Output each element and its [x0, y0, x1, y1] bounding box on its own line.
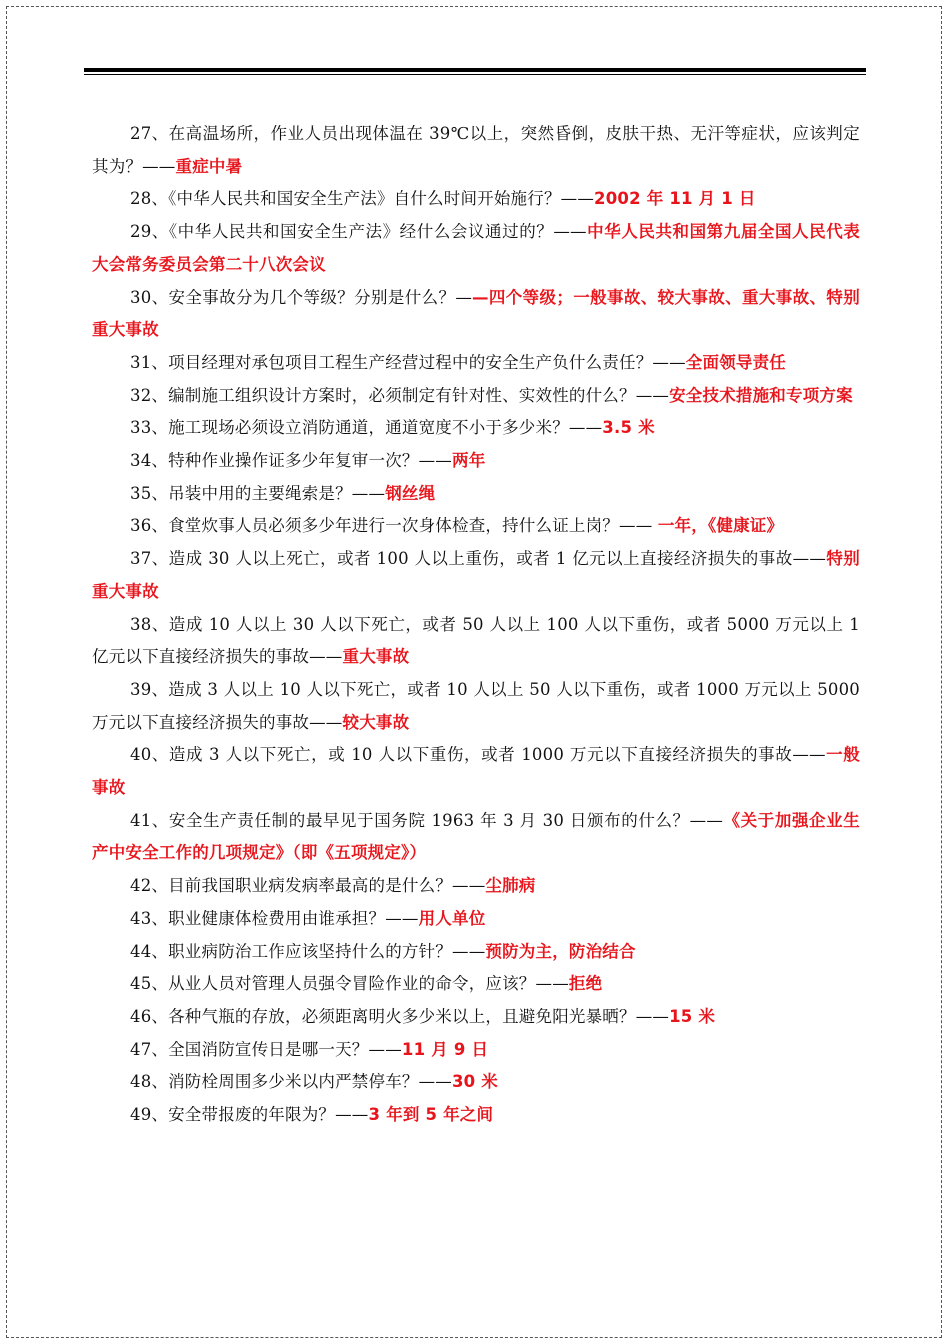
answer-text: 15 米 [669, 1006, 716, 1026]
header-rule-thick [84, 68, 866, 72]
qa-item-41 [92, 805, 860, 870]
question-text: 48、消防栓周围多少米以内严禁停车？—— [130, 1072, 452, 1092]
answer-text: 重症中暑 [175, 156, 243, 176]
answer-text: 尘肺病 [485, 876, 536, 896]
question-text: 44、职业病防治工作应该坚持什么的方针？—— [130, 941, 486, 961]
question-text: 34、特种作业操作证多少年复审一次？—— [130, 451, 452, 471]
qa-item-30 [92, 282, 860, 347]
question-text: 32、编制施工组织设计方案时，必须制定有针对性、实效性的什么？—— [130, 385, 670, 405]
qa-item-32 [92, 380, 860, 413]
question-text: 33、施工现场必须设立消防通道，通道宽度不小于多少米？—— [130, 418, 603, 438]
answer-text: 一年，《健康证》 [657, 516, 784, 536]
qa-item-29 [92, 216, 860, 281]
question-text: 27、在高温场所，作业人员出现体温在 39℃以上，突然昏倒，皮肤干热、无汗等症状，应该判定其为？—— [92, 124, 860, 176]
qa-item-33 [92, 412, 860, 445]
qa-item-49 [92, 1099, 860, 1132]
qa-item-47 [92, 1034, 860, 1067]
question-text: 49、安全带报废的年限为？—— [130, 1105, 369, 1125]
question-text: 38、造成 10 人以上 30 人以下死亡，或者 50 人以上 100 人以下重伤，或者 5000 万元以上 1 亿元以下直接经济损失的事故—— [92, 614, 860, 667]
question-text: 40、造成 3 人以下死亡，或 10 人以下重伤，或者 1000 万元以下直接经济损失的事故—— [130, 745, 826, 765]
answer-text: 全面领导责任 [685, 352, 786, 372]
qa-item-39 [92, 674, 860, 739]
answer-text: 中华人民共和国第九届全国人民代表大会常务委员会第二十八次会议 [92, 222, 860, 274]
answer-text: —四个等级；一般事故、较大事故、重大事故、特别重大事故 [92, 287, 860, 340]
question-text: 31、项目经理对承包项目工程生产经营过程中的安全生产负什么责任？—— [130, 352, 686, 372]
qa-item-31 [92, 347, 860, 380]
answer-text: 特别重大事故 [92, 549, 860, 601]
answer-text: 重大事故 [342, 647, 410, 667]
question-text: 37、造成 30 人以上死亡，或者 100 人以上重伤，或者 1 亿元以上直接经济损失的事故—— [130, 549, 827, 569]
answer-text: 预防为主，防治结合 [485, 941, 636, 961]
qa-item-45 [92, 968, 860, 1001]
question-text: 46、各种气瓶的存放，必须距离明火多少米以上，且避免阳光暴晒？—— [130, 1006, 670, 1026]
question-text: 35、吊装中用的主要绳索是？—— [130, 483, 386, 503]
answer-text: 钢丝绳 [385, 483, 436, 503]
qa-item-44 [92, 936, 860, 969]
question-text: 47、全国消防宣传日是哪一天？—— [130, 1039, 402, 1059]
answer-text: 2002 年 11 月 1 日 [594, 189, 756, 209]
qa-item-36 [92, 510, 860, 543]
qa-item-48 [92, 1066, 860, 1099]
answer-text: 3.5 米 [602, 418, 655, 438]
question-text: 41、安全生产责任制的最早见于国务院 1963 年 3 月 30 日颁布的什么？—— [130, 810, 724, 830]
qa-item-34 [92, 445, 860, 478]
answer-text: 两年 [452, 451, 486, 471]
question-text: 42、目前我国职业病发病率最高的是什么？—— [130, 876, 486, 896]
question-text: 29、《中华人民共和国安全生产法》经什么会议通过的？—— [130, 222, 587, 242]
answer-text: 《关于加强企业生产中安全工作的几项规定》（即《五项规定》） [92, 810, 860, 863]
answer-text: 用人单位 [418, 908, 486, 928]
qa-item-43 [92, 903, 860, 936]
qa-list [92, 118, 860, 1132]
answer-text: 11 月 9 日 [401, 1039, 489, 1059]
qa-item-38 [92, 609, 860, 674]
qa-item-28 [92, 183, 860, 216]
qa-item-37 [92, 543, 860, 608]
answer-text: 一般事故 [92, 745, 860, 798]
answer-text: 拒绝 [568, 974, 603, 994]
answer-text: 安全技术措施和专项方案 [669, 385, 853, 405]
question-text: 28、《中华人民共和国安全生产法》自什么时间开始施行？—— [130, 189, 595, 209]
question-text: 36、食堂炊事人员必须多少年进行一次身体检查，持什么证上岗？—— [130, 516, 658, 536]
header-rule-thin [84, 74, 866, 75]
qa-item-40 [92, 739, 860, 804]
question-text: 43、职业健康体检费用由谁承担？—— [130, 908, 419, 928]
qa-item-42 [92, 870, 860, 903]
qa-item-46 [92, 1001, 860, 1034]
question-text: 30、安全事故分为几个等级？分别是什么？— [130, 287, 473, 307]
answer-text: 30 米 [452, 1072, 499, 1092]
question-text: 39、造成 3 人以上 10 人以下死亡，或者 10 人以上 50 人以下重伤，或者 1000 万元以上 5000 万元以下直接经济损失的事故—— [92, 679, 860, 732]
answer-text: 3 年到 5 年之间 [368, 1105, 494, 1125]
answer-text: 较大事故 [342, 712, 410, 732]
qa-item-35 [92, 478, 860, 511]
question-text: 45、从业人员对管理人员强令冒险作业的命令，应该？—— [130, 974, 569, 994]
qa-item-27 [92, 118, 860, 183]
